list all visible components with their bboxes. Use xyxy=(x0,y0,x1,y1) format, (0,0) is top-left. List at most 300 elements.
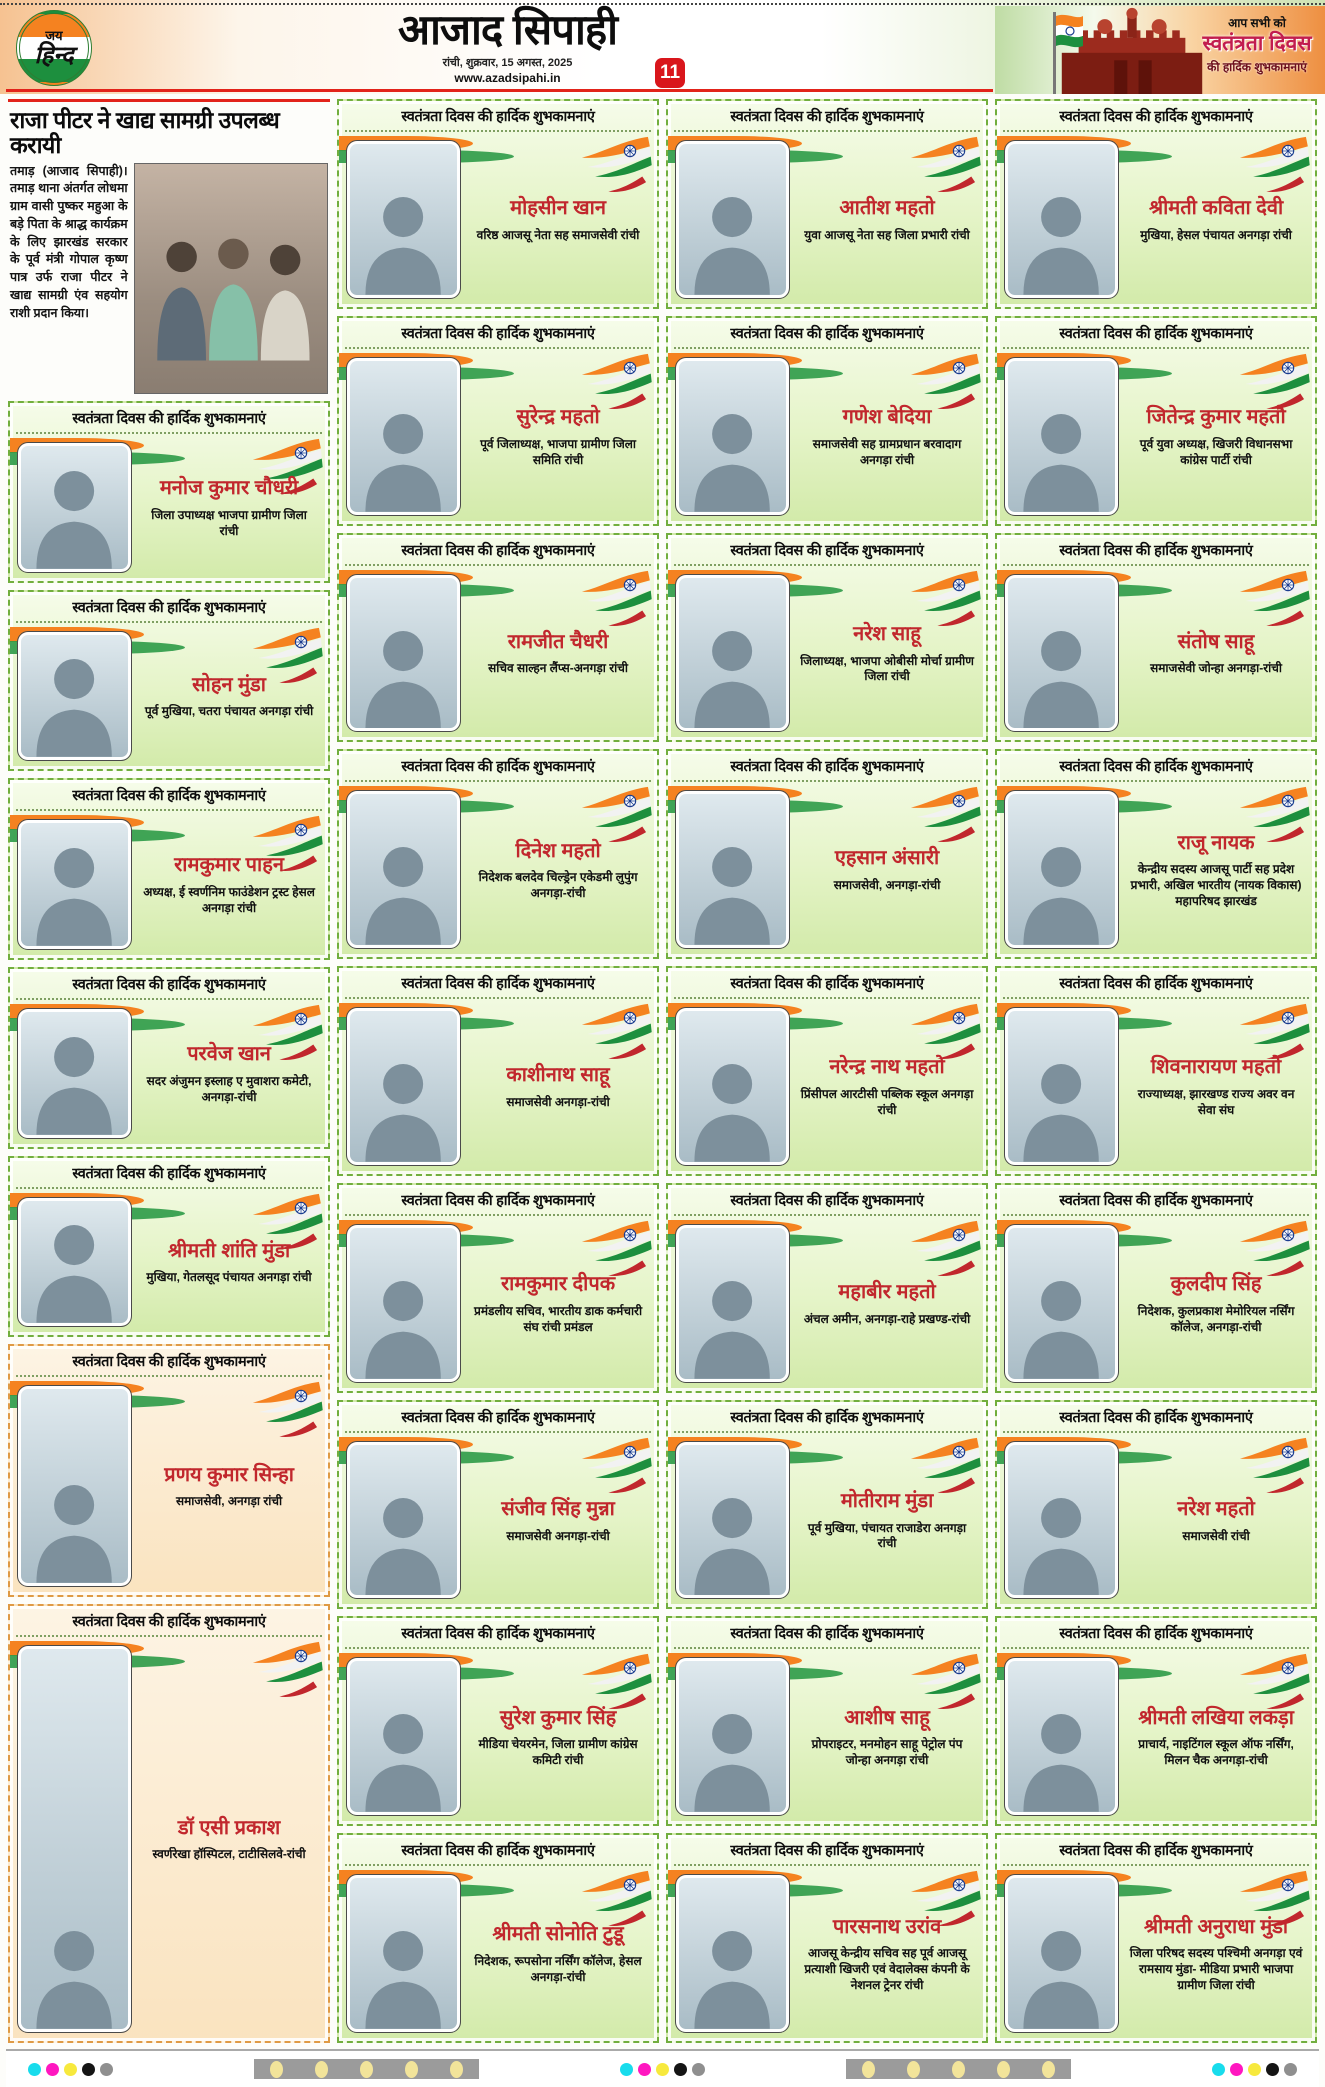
banner-line-2: स्वतंत्रता दिवस xyxy=(1202,32,1312,55)
card-greeting: स्वतंत्रता दिवस की हार्दिक शुभकामनाएं xyxy=(1003,105,1309,132)
card-body xyxy=(339,1433,657,1608)
person-photo xyxy=(676,791,789,948)
person-name: आशीष साहू xyxy=(844,1706,930,1729)
greeting-card xyxy=(995,966,1317,1176)
person-photo xyxy=(18,1646,131,2032)
column-4 xyxy=(995,99,1317,2043)
greeting-card xyxy=(8,1604,330,2043)
card-body xyxy=(668,1433,986,1608)
person-photo xyxy=(1005,575,1118,732)
person-info xyxy=(1123,788,1309,950)
person-photo xyxy=(18,1386,131,1586)
person-info xyxy=(465,1872,651,2034)
person-photo xyxy=(1005,1225,1118,1382)
card-greeting: स्वतंत्रता दिवस की हार्दिक शुभकामनाएं xyxy=(1003,755,1309,782)
card-greeting: स्वतंत्रता दिवस की हार्दिक शुभकामनाएं xyxy=(674,539,980,566)
person-title: मुखिया, गेतलसूद पंचायत अनगड़ा रांची xyxy=(146,1270,312,1285)
person-title: सचिव साल्हन लैंप्स-अनगड़ा रांची xyxy=(488,661,628,676)
card-body xyxy=(339,1649,657,1824)
masthead xyxy=(0,0,1325,94)
card-body xyxy=(10,1637,328,2041)
person-info xyxy=(1123,1005,1309,1167)
article-photo xyxy=(134,163,328,394)
card-greeting: स्वतंत्रता दिवस की हार्दिक शुभकामनाएं xyxy=(674,1622,980,1649)
greeting-card xyxy=(8,967,330,1149)
person-photo xyxy=(676,1875,789,2032)
banner-line-1: आप सभी को xyxy=(1228,16,1286,30)
person-photo xyxy=(676,141,789,298)
person-name: जितेन्द्र कुमार महतौ xyxy=(1146,405,1286,428)
person-info xyxy=(465,1222,651,1384)
person-photo xyxy=(347,791,460,948)
flag-swoosh-icon xyxy=(1232,135,1312,201)
cmyk-dot-group xyxy=(620,2063,705,2076)
person-photo xyxy=(1005,141,1118,298)
person-info xyxy=(794,1655,980,1817)
card-body xyxy=(997,132,1315,307)
card-body xyxy=(339,782,657,957)
flag-swoosh-icon xyxy=(1232,569,1312,635)
person-title: पूर्व जिलाध्यक्ष, भाजपा ग्रामीण जिला समिति रांची xyxy=(480,436,637,467)
person-info xyxy=(465,1005,651,1167)
card-body xyxy=(339,999,657,1174)
person-silhouette-icon xyxy=(685,1694,779,1812)
card-greeting: स्वतंत्रता दिवस की हार्दिक शुभकामनाएं xyxy=(674,322,980,349)
person-silhouette-icon xyxy=(1014,611,1108,729)
person-title: जिला उपाध्यक्ष भाजपा ग्रामीण जिला रांची xyxy=(151,507,307,538)
greeting-card xyxy=(995,749,1317,959)
person-name: रामकुमार दीपक xyxy=(501,1273,616,1296)
card-body xyxy=(10,1000,328,1147)
person-silhouette-icon xyxy=(27,1465,121,1583)
flag-swoosh-icon xyxy=(903,785,983,851)
person-name: सुरेन्द्र महतो xyxy=(516,405,600,428)
person-name: गणेश बेदिया xyxy=(842,405,932,428)
masthead-center xyxy=(120,8,895,85)
card-greeting: स्वतंत्रता दिवस की हार्दिक शुभकामनाएं xyxy=(16,1162,322,1189)
person-info xyxy=(465,572,651,734)
person-silhouette-icon xyxy=(27,451,121,569)
flag-swoosh-icon xyxy=(245,1640,325,1706)
person-title: समाजसेवी अनगड़ा-रांची xyxy=(506,1528,610,1543)
greeting-card xyxy=(8,1156,330,1338)
person-title: समाजसेवी, अनगड़ा-रांची xyxy=(833,878,941,893)
person-name: श्रीमती अनुराधा मुंडा xyxy=(1144,1915,1289,1938)
person-photo xyxy=(347,358,460,515)
card-greeting: स्वतंत्रता दिवस की हार्दिक शुभकामनाएं xyxy=(16,1610,322,1637)
card-body xyxy=(997,1649,1315,1824)
person-silhouette-icon xyxy=(27,1911,121,2029)
person-photo xyxy=(18,443,131,572)
person-info xyxy=(136,629,322,763)
person-info xyxy=(1123,572,1309,734)
person-silhouette-icon xyxy=(685,1261,779,1379)
person-title: निदेशक, कुलप्रकाश मेमोरियल नर्सिंग कॉलेज, अनगड़ा-रांची xyxy=(1137,1303,1295,1334)
greeting-card xyxy=(337,316,659,526)
person-photo xyxy=(1005,791,1118,948)
independence-day-banner xyxy=(995,6,1325,94)
column-1 xyxy=(8,99,330,2043)
person-photo xyxy=(676,1658,789,1815)
column-2 xyxy=(337,99,659,2043)
person-silhouette-icon xyxy=(27,828,121,946)
person-silhouette-icon xyxy=(1014,1261,1108,1379)
greeting-card xyxy=(8,401,330,583)
print-footer xyxy=(6,2049,1319,2087)
card-body xyxy=(339,349,657,524)
person-silhouette-icon xyxy=(27,1017,121,1135)
logo-text-top: जय xyxy=(45,28,63,43)
person-name: सुरेश कुमार सिंह xyxy=(499,1706,617,1729)
person-name: नरेश साहू xyxy=(853,622,921,645)
card-body xyxy=(668,999,986,1174)
greeting-card xyxy=(337,1400,659,1610)
card-body xyxy=(10,623,328,770)
card-body xyxy=(668,1866,986,2041)
person-title: समाजसेवी सह ग्रामप्रधान बरवादाग अनगड़ा रांची xyxy=(812,436,962,467)
person-photo xyxy=(18,1198,131,1327)
flag-swoosh-icon xyxy=(903,135,983,201)
person-silhouette-icon xyxy=(1014,1044,1108,1162)
person-title: स्वर्णरेखा हॉस्पिटल, टाटीसिलवे-रांची xyxy=(152,1847,306,1862)
card-greeting: स्वतंत्रता दिवस की हार्दिक शुभकामनाएं xyxy=(345,322,651,349)
person-info xyxy=(136,1383,322,1588)
flag-swoosh-icon xyxy=(903,1219,983,1285)
registration-marks xyxy=(6,2059,1319,2079)
card-greeting: स्वतंत्रता दिवस की हार्दिक शुभकामनाएं xyxy=(1003,1839,1309,1866)
jai-hind-logo xyxy=(16,10,92,86)
person-name: पारसनाथ उरांव xyxy=(832,1915,942,1938)
person-info xyxy=(1123,1222,1309,1384)
card-body xyxy=(668,1649,986,1824)
person-title: केन्द्रीय सदस्य आजसू पार्टी सह प्रदेश प्रभारी, अखिल भारतीय (नायक विकास) महापरिषद झारखंड xyxy=(1130,862,1302,909)
person-photo xyxy=(347,575,460,732)
person-title: अध्यक्ष, ई स्वर्णनिम फाउंडेशन ट्रस्ट हेसल अनगड़ा रांची xyxy=(143,885,315,915)
person-name: शिवनारायण महतो xyxy=(1150,1056,1282,1079)
person-info xyxy=(794,1222,980,1384)
person-photo xyxy=(1005,1658,1118,1815)
greeting-card xyxy=(666,966,988,1176)
card-body xyxy=(339,566,657,741)
person-name: मोतीराम मुंडा xyxy=(840,1489,934,1512)
person-name: प्रणय कुमार सिन्हा xyxy=(164,1463,294,1486)
greeting-card xyxy=(337,533,659,743)
person-photo xyxy=(676,1008,789,1165)
greeting-card xyxy=(8,778,330,960)
person-name: कुलदीप सिंह xyxy=(1170,1273,1262,1296)
person-title: प्रिंसीपल आरटीसी पब्लिक स्कूल अनगड़ा रांची xyxy=(800,1087,974,1117)
person-info xyxy=(465,1655,651,1817)
person-title: प्राचार्य, नाइटिंगल स्कूल ऑफ नर्सिंग, मिलन चैक अनगड़ा-रांची xyxy=(1138,1737,1294,1768)
person-name: महाबीर महतो xyxy=(838,1280,936,1303)
card-greeting: स्वतंत्रता दिवस की हार्दिक शुभकामनाएं xyxy=(674,1839,980,1866)
flag-swoosh-icon xyxy=(1232,1436,1312,1502)
registration-bar xyxy=(254,2059,479,2079)
logo-text-bottom: हिन्द xyxy=(34,42,74,69)
article-body: तमाड़ (आजाद सिपाही)। तमाड़ थाना अंतर्गत लोधमा ग्राम वासी पुष्कर महुआ के बड़े पिता के श्राद्ध कार्यक्रम के लिए झारखंड सरकार के पूर्व मंत्री गोपाल कृष्ण पात्र उर्फ राजा पीटर ने खाद्य सामग्री एंव सहयोग राशी प्रदान किया। xyxy=(10,163,128,320)
card-body xyxy=(997,1433,1315,1608)
card-body xyxy=(997,1216,1315,1391)
person-title: प्रमंडलीय सचिव, भारतीय डाक कर्मचारी संघ रांची प्रमंडल xyxy=(474,1303,643,1334)
person-silhouette-icon xyxy=(27,639,121,757)
banner-text xyxy=(1193,14,1321,75)
card-greeting: स्वतंत्रता दिवस की हार्दिक शुभकामनाएं xyxy=(1003,972,1309,999)
person-silhouette-icon xyxy=(1014,394,1108,512)
card-body xyxy=(997,349,1315,524)
person-silhouette-icon xyxy=(1014,1694,1108,1812)
person-title: निदेशक, रूपसोना नर्सिंग कॉलेज, हेसल अनगड़ा-रांची xyxy=(474,1954,642,1985)
masthead-divider xyxy=(6,89,993,92)
flag-swoosh-icon xyxy=(574,569,654,635)
greeting-card xyxy=(666,1616,988,1826)
person-name: सोहन मुंडा xyxy=(192,673,266,696)
card-greeting: स्वतंत्रता दिवस की हार्दिक शुभकामनाएं xyxy=(16,596,322,623)
person-info xyxy=(465,788,651,950)
india-flag-icon xyxy=(1027,10,1085,94)
paper-title: आजाद सिपाही xyxy=(397,6,618,53)
website-url: www.azadsipahi.in xyxy=(454,71,561,86)
card-greeting: स्वतंत्रता दिवस की हार्दिक शुभकामनाएं xyxy=(16,784,322,811)
person-photo xyxy=(1005,358,1118,515)
person-name: एहसान अंसारी xyxy=(834,847,940,870)
person-title: मीडिया चेयरमेन, जिला ग्रामीण कांग्रेस कमिटी रांची xyxy=(478,1737,638,1768)
person-title: मुखिया, हेसल पंचायत अनगड़ा रांची xyxy=(1140,227,1292,242)
person-title: निदेशक बलदेव चिल्ड्रेन एकेडमी लुपुंग अनगड़ा-रांची xyxy=(478,870,638,901)
person-name: श्रीमती लखिया लकड़ा xyxy=(1138,1706,1294,1729)
person-info xyxy=(136,1006,322,1140)
person-photo xyxy=(676,1225,789,1382)
person-title: पूर्व मुखिया, चतरा पंचायत अनगड़ा रांची xyxy=(144,704,314,719)
flag-swoosh-icon xyxy=(574,135,654,201)
card-greeting: स्वतंत्रता दिवस की हार्दिक शुभकामनाएं xyxy=(1003,539,1309,566)
person-silhouette-icon xyxy=(1014,177,1108,295)
person-info xyxy=(794,1872,980,2034)
card-body xyxy=(10,1377,328,1595)
person-silhouette-icon xyxy=(356,1261,450,1379)
card-greeting: स्वतंत्रता दिवस की हार्दिक शुभकामनाएं xyxy=(345,1189,651,1216)
person-info xyxy=(794,788,980,950)
card-body xyxy=(10,1189,328,1336)
person-info xyxy=(136,1195,322,1329)
person-photo xyxy=(1005,1008,1118,1165)
person-info xyxy=(465,138,651,300)
card-greeting: स्वतंत्रता दिवस की हार्दिक शुभकामनाएं xyxy=(16,1350,322,1377)
person-silhouette-icon xyxy=(685,1044,779,1162)
greeting-card xyxy=(337,99,659,309)
card-greeting: स्वतंत्रता दिवस की हार्दिक शुभकामनाएं xyxy=(345,1406,651,1433)
person-photo xyxy=(347,1225,460,1382)
person-silhouette-icon xyxy=(356,827,450,945)
card-body xyxy=(10,434,328,581)
card-body xyxy=(339,132,657,307)
card-greeting: स्वतंत्रता दिवस की हार्दिक शुभकामनाएं xyxy=(345,1622,651,1649)
card-body xyxy=(668,132,986,307)
article-headline: राजा पीटर ने खाद्य सामग्री उपलब्ध करायी xyxy=(10,107,280,159)
person-photo xyxy=(1005,1442,1118,1599)
person-name: दिनेश महतो xyxy=(515,839,601,862)
person-silhouette-icon xyxy=(356,611,450,729)
page-number-badge: 11 xyxy=(655,58,685,88)
greeting-card xyxy=(995,1183,1317,1393)
person-title: युवा आजसू नेता सह जिला प्रभारी रांची xyxy=(804,227,970,242)
person-silhouette-icon xyxy=(356,1694,450,1812)
card-body xyxy=(339,1216,657,1391)
card-greeting: स्वतंत्रता दिवस की हार्दिक शुभकामनाएं xyxy=(674,755,980,782)
card-body xyxy=(997,566,1315,741)
card-greeting: स्वतंत्रता दिवस की हार्दिक शुभकामनाएं xyxy=(345,755,651,782)
greeting-card xyxy=(666,533,988,743)
person-name: रामकुमार पाहन xyxy=(174,854,284,877)
page-grid xyxy=(0,94,1325,2047)
person-title: अंचल अमीन, अनगड़ा-राहे प्रखण्ड-रांची xyxy=(803,1311,971,1326)
person-name: मोहसीन खान xyxy=(510,197,606,220)
person-title: पूर्व मुखिया, पंचायत राजाडेरा अनगड़ा रांची xyxy=(807,1520,967,1551)
greeting-card xyxy=(337,966,659,1176)
card-body xyxy=(997,782,1315,957)
card-greeting: स्वतंत्रता दिवस की हार्दिक शुभकामनाएं xyxy=(1003,1189,1309,1216)
person-name: काशीनाथ साहू xyxy=(506,1064,610,1087)
greeting-card xyxy=(666,749,988,959)
greeting-card xyxy=(995,316,1317,526)
cmyk-dot-group xyxy=(1212,2063,1297,2076)
group-photo-figures xyxy=(139,191,322,393)
person-silhouette-icon xyxy=(356,1044,450,1162)
person-silhouette-icon xyxy=(356,394,450,512)
person-title: समाजसेवी, अनगड़ा रांची xyxy=(176,1494,283,1509)
person-silhouette-icon xyxy=(27,1205,121,1323)
person-photo xyxy=(347,1008,460,1165)
card-greeting: स्वतंत्रता दिवस की हार्दिक शुभकामनाएं xyxy=(345,105,651,132)
dateline: रांची, शुक्रवार, 15 अगस्त, 2025 xyxy=(442,57,573,70)
person-silhouette-icon xyxy=(685,394,779,512)
person-name: नरेश महतो xyxy=(1177,1497,1255,1520)
person-title: वरिष्ठ आजसू नेता सह समाजसेवी रांची xyxy=(476,227,640,242)
person-silhouette-icon xyxy=(1014,1911,1108,2029)
person-photo xyxy=(347,1442,460,1599)
flag-swoosh-icon xyxy=(574,1436,654,1502)
card-greeting: स्वतंत्रता दिवस की हार्दिक शुभकामनाएं xyxy=(345,1839,651,1866)
news-article xyxy=(8,99,330,394)
greeting-card xyxy=(666,316,988,526)
person-name: परवेज खान xyxy=(187,1042,271,1065)
card-body xyxy=(997,999,1315,1174)
card-body xyxy=(668,349,986,524)
card-body xyxy=(997,1866,1315,2041)
registration-bar xyxy=(846,2059,1071,2079)
person-info xyxy=(1123,1655,1309,1817)
person-photo xyxy=(18,632,131,761)
flag-swoosh-icon xyxy=(574,1002,654,1068)
person-silhouette-icon xyxy=(356,1478,450,1596)
greeting-card xyxy=(995,99,1317,309)
person-title: समाजसेवी अनगड़ा-रांची xyxy=(506,1095,610,1109)
greeting-card xyxy=(337,1616,659,1826)
card-greeting: स्वतंत्रता दिवस की हार्दिक शुभकामनाएं xyxy=(674,1406,980,1433)
article-body-wrap xyxy=(10,163,328,394)
card-greeting: स्वतंत्रता दिवस की हार्दिक शुभकामनाएं xyxy=(674,105,980,132)
card-body xyxy=(10,811,328,958)
greeting-card xyxy=(337,749,659,959)
person-info xyxy=(1123,1872,1309,2034)
card-greeting: स्वतंत्रता दिवस की हार्दिक शुभकामनाएं xyxy=(1003,1406,1309,1433)
greeting-card xyxy=(8,1344,330,1597)
person-info xyxy=(465,1439,651,1601)
card-greeting: स्वतंत्रता दिवस की हार्दिक शुभकामनाएं xyxy=(345,539,651,566)
person-name: रामजीत चैधरी xyxy=(507,630,609,653)
cmyk-dot-group xyxy=(28,2063,113,2076)
person-title: प्रोपराइटर, मनमोहन साहू पेट्रोल पंप जोन्हा अनगड़ा रांची xyxy=(811,1737,963,1768)
person-name: संतोष साहू xyxy=(1177,630,1255,653)
person-name: श्रीमती कविता देवी xyxy=(1148,197,1284,220)
column-3 xyxy=(666,99,988,2043)
person-info xyxy=(794,1439,980,1601)
person-title: सदर अंजुमन इस्लाह ए मुवाशरा कमेटी, अनगड़ा-रांची xyxy=(146,1073,312,1104)
card-body xyxy=(668,566,986,741)
greeting-card xyxy=(995,1616,1317,1826)
person-name: श्रीमती सोनोति टुडू xyxy=(492,1923,624,1946)
person-info xyxy=(1123,138,1309,300)
person-info xyxy=(1123,1439,1309,1601)
person-photo xyxy=(347,141,460,298)
person-photo xyxy=(347,1658,460,1815)
person-info xyxy=(136,1643,322,2034)
person-photo xyxy=(676,1442,789,1599)
person-silhouette-icon xyxy=(685,1478,779,1596)
person-title: राज्याध्यक्ष, झारखण्ड राज्य अवर वन सेवा संघ xyxy=(1137,1087,1295,1117)
greeting-card xyxy=(8,590,330,772)
card-body xyxy=(668,1216,986,1391)
person-photo xyxy=(1005,1875,1118,2032)
person-photo xyxy=(18,1009,131,1138)
person-photo xyxy=(676,575,789,732)
person-title: जिलाध्यक्ष, भाजपा ओबीसी मोर्चा ग्रामीण जिला रांची xyxy=(800,653,974,684)
greeting-card xyxy=(337,1833,659,2043)
card-greeting: स्वतंत्रता दिवस की हार्दिक शुभकामनाएं xyxy=(16,973,322,1000)
person-photo xyxy=(676,358,789,515)
person-name: श्रीमती शांति मुंडा xyxy=(167,1239,291,1262)
person-info xyxy=(465,355,651,517)
person-info xyxy=(1123,355,1309,517)
card-greeting: स्वतंत्रता दिवस की हार्दिक शुभकामनाएं xyxy=(16,407,322,434)
card-greeting: स्वतंत्रता दिवस की हार्दिक शुभकामनाएं xyxy=(674,1189,980,1216)
person-photo xyxy=(347,1875,460,2032)
greeting-card xyxy=(666,1400,988,1610)
card-greeting: स्वतंत्रता दिवस की हार्दिक शुभकामनाएं xyxy=(674,972,980,999)
person-name: आतीश महतो xyxy=(839,197,935,220)
greeting-card xyxy=(666,99,988,309)
person-silhouette-icon xyxy=(685,1911,779,2029)
person-silhouette-icon xyxy=(685,611,779,729)
flag-swoosh-icon xyxy=(245,1380,325,1446)
person-info xyxy=(136,440,322,574)
person-silhouette-icon xyxy=(685,827,779,945)
person-info xyxy=(136,817,322,951)
person-silhouette-icon xyxy=(356,177,450,295)
person-title: पूर्व युवा अध्यक्ष, खिजरी विधानसभा कांग्रेस पार्टी रांची xyxy=(1139,436,1293,467)
person-title: जिला परिषद सदस्य पश्चिमी अनगड़ा एवं रामसाय मुंडा- मीडिया प्रभारी भाजपा ग्रामीण जिला रांची xyxy=(1129,1946,1303,1992)
greeting-card xyxy=(995,1833,1317,2043)
greeting-card xyxy=(995,1400,1317,1610)
banner-line-3: की हार्दिक शुभकामनाएं xyxy=(1207,60,1307,75)
card-greeting: स्वतंत्रता दिवस की हार्दिक शुभकामनाएं xyxy=(345,972,651,999)
person-photo xyxy=(18,820,131,949)
person-silhouette-icon xyxy=(1014,827,1108,945)
greeting-card xyxy=(995,533,1317,743)
person-info xyxy=(794,138,980,300)
person-silhouette-icon xyxy=(1014,1478,1108,1596)
person-silhouette-icon xyxy=(356,1911,450,2029)
greeting-card xyxy=(666,1833,988,2043)
